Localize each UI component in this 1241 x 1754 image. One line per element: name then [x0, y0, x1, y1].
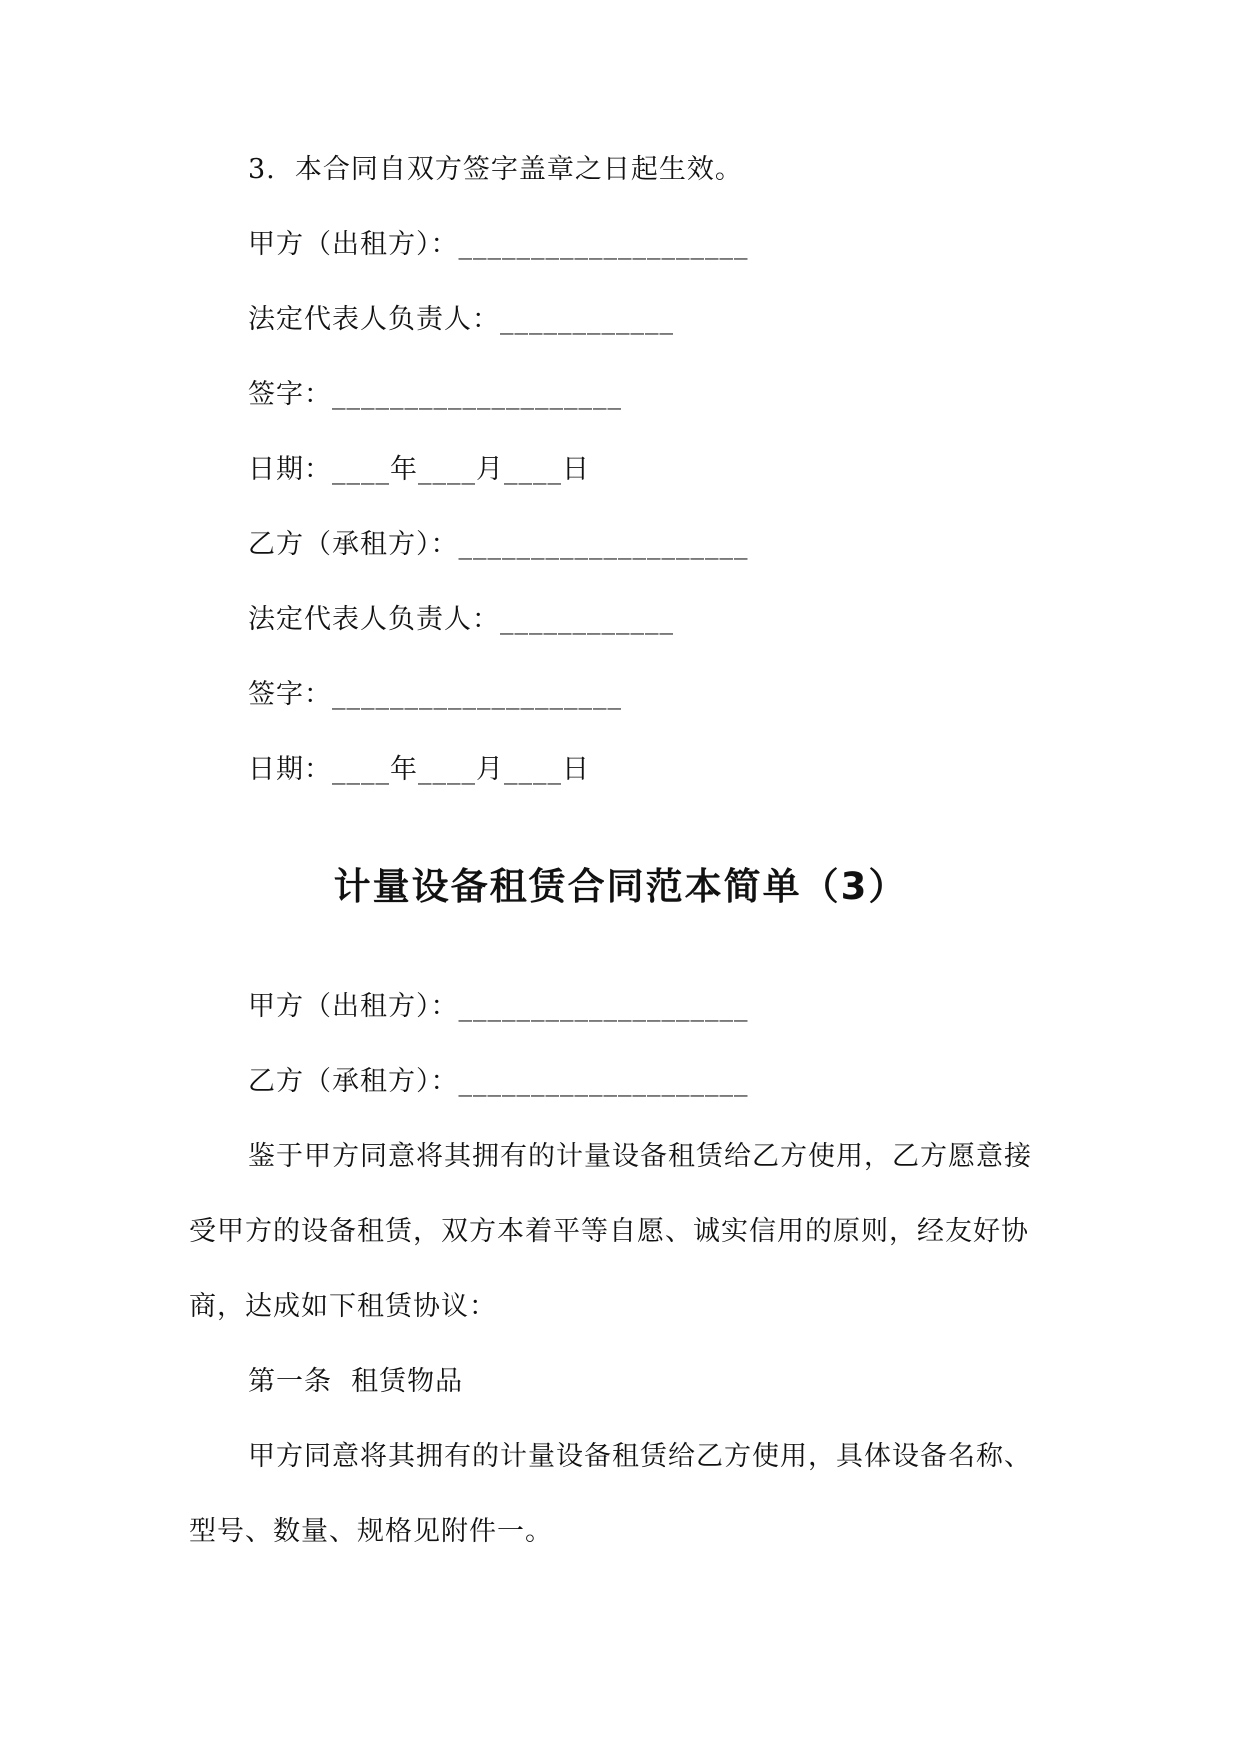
party-b-field: 乙方（承租方）：____________________ [248, 529, 749, 560]
signature-b-field: 签字：____________________ [248, 679, 622, 710]
clause-3-effective: 3. 本合同自双方签字盖章之日起生效。 [248, 154, 743, 185]
party-b-field-3: 乙方（承租方）：____________________ [248, 1066, 749, 1097]
intro-paragraph-line-1: 鉴于甲方同意将其拥有的计量设备租赁给乙方使用，乙方愿意接 [248, 1141, 1032, 1172]
article-1-line-2: 型号、数量、规格见附件一。 [189, 1516, 553, 1547]
intro-paragraph-line-3: 商，达成如下租赁协议： [189, 1291, 497, 1322]
signature-a-field: 签字：____________________ [248, 379, 622, 410]
date-a-field: 日期：____年____月____日 [248, 454, 590, 485]
party-a-field: 甲方（出租方）：____________________ [248, 229, 749, 260]
party-a-field-3: 甲方（出租方）：____________________ [248, 991, 749, 1022]
article-1-heading: 第一条 租赁物品 [248, 1366, 464, 1397]
date-b-field: 日期：____年____月____日 [248, 754, 590, 785]
legal-rep-a-field: 法定代表人负责人：____________ [248, 304, 674, 335]
article-1-line-1: 甲方同意将其拥有的计量设备租赁给乙方使用，具体设备名称、 [248, 1441, 1032, 1472]
intro-paragraph-line-2: 受甲方的设备租赁，双方本着平等自愿、诚实信用的原则，经友好协 [189, 1216, 1029, 1247]
legal-rep-b-field: 法定代表人负责人：____________ [248, 604, 674, 635]
contract-title: 计量设备租赁合同范本简单（3） [333, 865, 908, 908]
